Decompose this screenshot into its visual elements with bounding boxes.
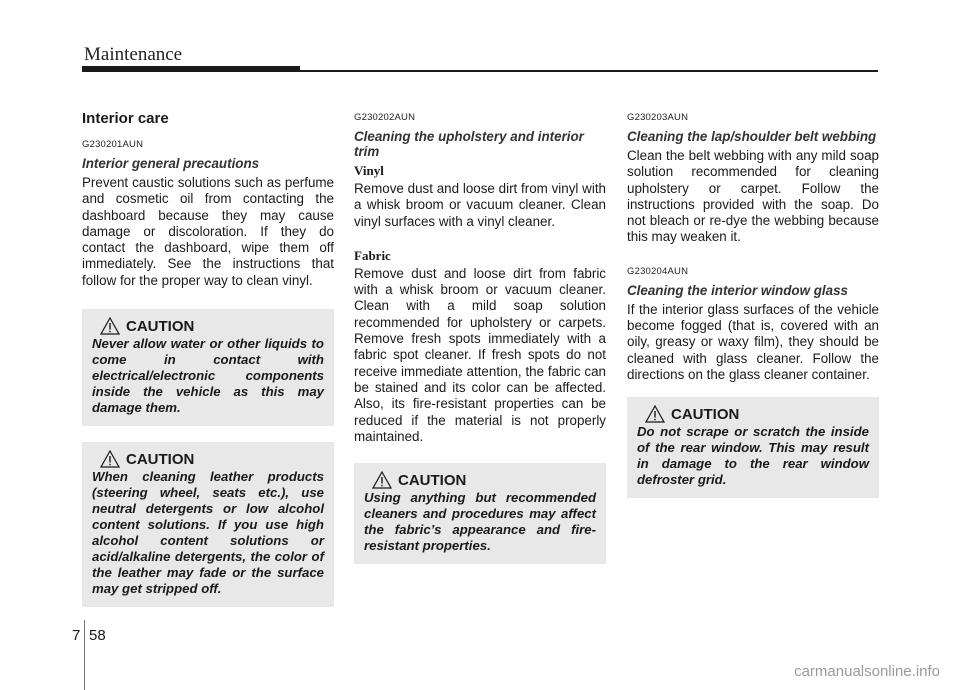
body-belt-webbing: Clean the belt webbing with any mild soap solution recommended for cleaning upholstery or carpet. Follow the instructions provided with the soap. Do not bleach or re-dye the webbing because this may weaken it. <box>627 148 879 245</box>
warning-triangle-icon <box>100 317 120 335</box>
warning-triangle-icon <box>645 405 665 423</box>
column-1 <box>82 104 334 607</box>
caution-text: When cleaning leather products (steering wheel, seats etc.), use neutral detergents or low alcohol content solutions. If you use high alcohol content solutions or acid/alkaline detergents, the color of the leather may fade or the surface may get stripped off. <box>92 469 324 597</box>
fabric-body: Remove dust and loose dirt from fabric with a whisk broom or vacuum cleaner. Clean with a mild soap solution recommended for upholstery or carpets. Remove fresh spots immediately with a fabric spot cleaner. If fresh spots do not receive immediate attention, the fabric can be stained and its color can be affected. Also, its fire-resistant properties can be reduced if the material is not properly maintained. <box>354 265 606 444</box>
body-window-glass: If the interior glass surfaces of the vehicle become fogged (that is, covered with an oily, greasy or waxy film), they should be cleaned with glass cleaner. Follow the directions on the glass cleaner container. <box>627 301 879 382</box>
column-2 <box>354 104 606 564</box>
caution-label: CAUTION <box>398 471 467 489</box>
page-number: 58 <box>89 627 106 644</box>
section-code: G230203AUN <box>627 112 689 123</box>
body-general-precautions: Prevent caustic solutions such as perfume and cosmetic oil from contacting the dashboard because they may cause damage or discoloration. If they do contact the dashboard, wipe them off immediately. See the instructions that follow for the proper way to clean vinyl. <box>82 175 334 288</box>
caution-label: CAUTION <box>126 317 195 335</box>
fabric-heading: Fabric <box>354 247 391 263</box>
caution-header <box>645 405 869 423</box>
caution-header <box>372 471 596 489</box>
subhead-upholstery: Cleaning the upholstery and interior trim <box>354 129 584 159</box>
caution-header <box>100 317 324 335</box>
watermark: carmanualsonline.info <box>794 663 940 680</box>
caution-box-leather <box>82 442 334 607</box>
subhead-belt-webbing: Cleaning the lap/shoulder belt webbing <box>627 129 877 144</box>
vinyl-heading: Vinyl <box>354 163 384 178</box>
section-code: G230204AUN <box>627 265 689 277</box>
section-code: G230201AUN <box>82 139 144 150</box>
caution-text: Do not scrape or scratch the inside of the rear window. This may result in damage to the rear window defroster grid. <box>637 424 869 488</box>
caution-header <box>100 450 324 468</box>
header-rule-thin <box>300 70 878 72</box>
caution-box-liquids <box>82 309 334 426</box>
vinyl-body: Remove dust and loose dirt from vinyl with a whisk broom or vacuum cleaner. Clean vinyl surfaces with a vinyl cleaner. <box>354 181 606 229</box>
warning-triangle-icon <box>100 450 120 468</box>
page-title: Maintenance <box>84 44 183 65</box>
caution-label: CAUTION <box>671 405 740 423</box>
subhead-general-precautions: Interior general precautions <box>82 156 260 171</box>
caution-box-rear-window <box>627 397 879 498</box>
chapter-number: 7 <box>72 627 81 644</box>
section-title: Interior care <box>82 110 169 127</box>
caution-box-fabric <box>354 463 606 564</box>
section-code: G230202AUN <box>354 112 416 123</box>
subhead-window-glass: Cleaning the interior window glass <box>627 282 848 298</box>
caution-label: CAUTION <box>126 450 195 468</box>
caution-text: Never allow water or other liquids to come in contact with electrical/electronic components inside the vehicle as this may damage them. <box>92 336 324 416</box>
column-3 <box>627 104 879 498</box>
caution-text: Using anything but recommended cleaners and procedures may affect the fabric’s appearance and fire-resistant properties. <box>364 490 596 554</box>
footer-divider <box>84 620 85 690</box>
header-rule-thick <box>82 66 300 72</box>
warning-triangle-icon <box>372 471 392 489</box>
